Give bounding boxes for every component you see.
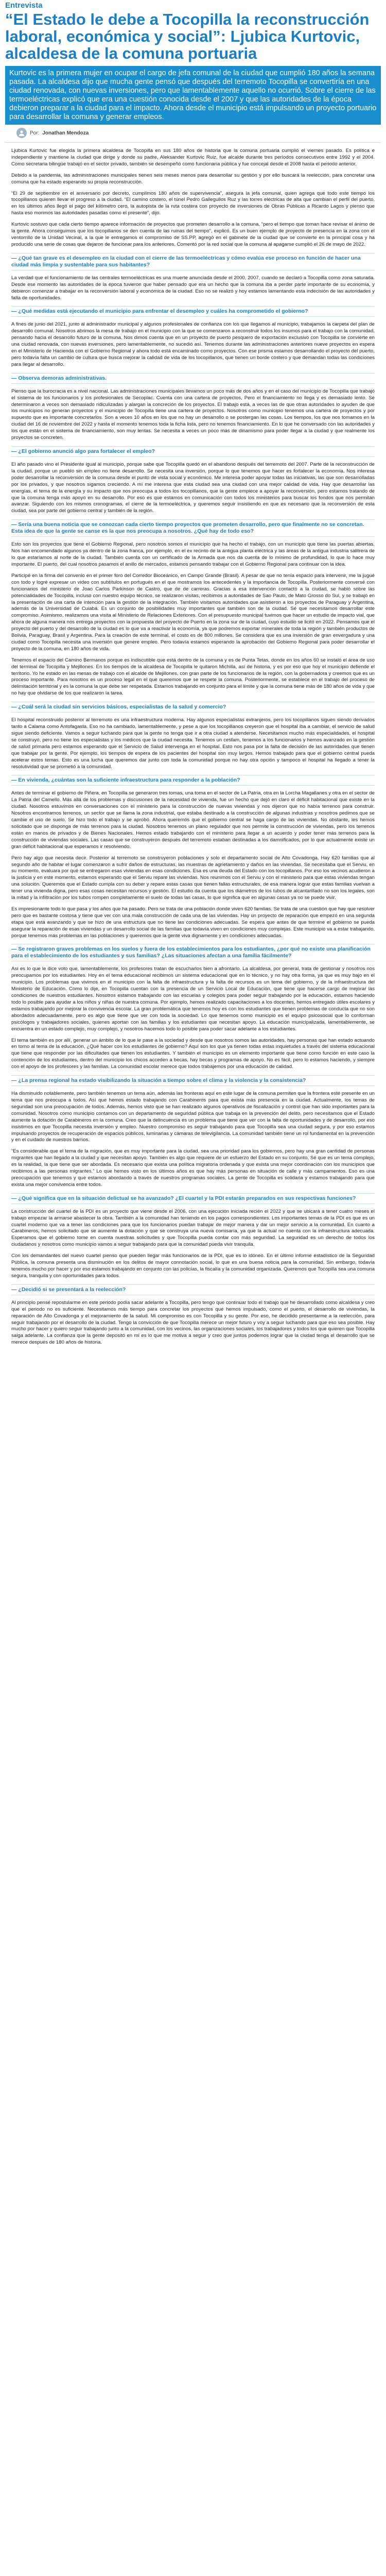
interview-question: — ¿Decidió si se presentará a la reelección? bbox=[11, 1284, 375, 1295]
interview-question: — ¿Qué significa que en la situación delictual se ha avanzado? ¿El cuartel y la PDI estarán preparados en sus respectivas funciones? bbox=[11, 1193, 375, 1204]
byline-prefix: Por: bbox=[30, 130, 40, 136]
body-paragraph: Antes de terminar el gobierno de Piñera, en Tocopilla se generaron tres tomas, una toma en el sector de La Patria, otra en la Lorcha Magallanes y otra en el sector de La Patria del Camello. Más allá de los problemas y discusiones de la necesidad de vivienda, fue un hecho que dejó en claro el déficit habitacional que existe en la ciudad. Nosotros estuvimos en conversaciones con el ministerio para la construcción de nuevas viviendas y nos dijeron que no había terrenos para construir. Nosotros encontramos terrenos, un sector que se llama la zona industrial, que estaba destinado a la construcción de algunas industrias y nosotros pedimos que se cambie el uso de suelo. Se hizo todo el trabajo y se aprobó. Ahora queremos que el gobierno central se haga cargo de las viviendas. No obstante, les hemos solicitado que se disponga de más terrenos para la ciudad. Nosotros tenemos un plano regulador que nos permite la construcción de viviendas, pero los terrenos están en manos de privados y de Bienes Nacionales. Hemos estado trabajando con el ministerio para llegar a un acuerdo y poder tener más terrenos para la construcción de viviendas sociales. Las casas que se construyeron después del terremoto estaban destinadas a los damnificados, por lo que actualmente existe un gran déficit habitacional que esperamos ir resolviendo. bbox=[11, 790, 375, 850]
byline-author[interactable]: Jonathan Mendoza bbox=[42, 130, 89, 136]
user-icon bbox=[18, 129, 25, 137]
interview-question: — ¿La prensa regional ha estado visibilizando la situación a tiempo sobre el clima y la violencia y la consistencia? bbox=[11, 1075, 375, 1086]
byline bbox=[16, 128, 381, 138]
body-paragraph: Esto son los proyectos que tiene el Gobierno Regional, pero nosotros somos el municipio que ha hecho el trabajo, con un municipio que tiene las puertas abiertas. Nos han encomendado algunos ya dentro de la zona franca, por ejemplo, en el ex recinto de la antigua planta eléctrica y las áreas de la antigua industria salitrera de lo que estaríamos al norte de la ciudad. También cuenta con un certificado de la Armada que nos da cuenta de lo mínimo de profundidad, lo que lo hace muy importante. El puerto, del cual nosotros pasamos el anillo de mercados, estamos pensando trabajar con el Gobierno Regional para continuar con la idea. bbox=[11, 541, 375, 567]
body-paragraph: Pero hay algo que necesita decir. Posterior al terremoto se construyeron poblaciones y solo el departamento social de Alto Covadonga. Hay 620 familias que al segundo año de habitar el lugar comenzaron a sufrir daños de estructuras, las muestras de agrietamiento y daños en las viviendas. Se necesitaba que el Serviu, en su momento, evaluara por qué se entregaron esas viviendas en esas condiciones. Esa es una deuda del Estado con los tocopillanos. Por eso los vecinos acudieron a la justicia y en este momento, estamos esperando que el Serviu repare las viviendas. Nos reunimos con el Serviu y con el ministerio para que estas viviendas tengan una solución. Queremos que el Estado cumpla con su deber y repare estas casas que tienen fallas estructurales, de esa manera lograr que estas familias vuelvan a tener una vivienda digna, pero esas cosas necesitan recursos y gestión. El estudio da cuenta que los diámetros de los tubos de alcantarillado no son los legales, son la mitad y la infiltración por los tubos rompen completamente el suelo de todas las casas, lo que significa que en algunas casas ya no se puede vivir. bbox=[11, 855, 375, 901]
body-paragraph: Ha disminuido notablemente, pero también tenemos un tema aún, además las fronteras aquí en este lugar de la comuna permiten que la frontera esté presente en un tema que nos preocupa a todos. Así que hemos estado trabajando con Carabineros para que exista más presencia en la ciudad. Actualmente, los temas de seguridad son una preocupación de todos. Además, hemos visto que se han realizado algunos operativos de fiscalización y control que han sido importantes para la comunidad. Nosotros como municipio contamos con un departamento de seguridad pública que trabaja en la prevención del delito, pero necesitamos que el Estado aumente la dotación de Carabineros en la comuna. Creo que la delincuencia es un problema que tiene que ver con la falta de oportunidades y de desarrollo, por eso insistimos en que Tocopilla necesita inversión y empleo. Nuestro compromiso es seguir trabajando para que Tocopilla sea una ciudad segura, y por eso estamos impulsando proyectos de recuperación de espacios públicos, luminarias y cámaras de televigilancia. La comunidad también tiene un rol fundamental en la prevención y en el cuidado de nuestros barrios. bbox=[11, 1091, 375, 1143]
body-paragraph: Debido a la pandemia, las administraciones municipales tienen seis meses menos para desarrollar su gestión y por ello buscará la reelección, para concretar una comuna que ha estado esperando su propia reconstrucción. bbox=[11, 172, 375, 185]
interview-question: — ¿Qué tan grave es el desempleo en la ciudad con el cierre de las termoeléctricas y cómo evalúa ese proceso en función de hacer una ciudad más limpia y sustentable para sus habitantes? bbox=[11, 253, 375, 270]
body-paragraph: “Es considerable que el tema de la migración, que es muy importante para la ciudad, sea una prioridad para los gobiernos, pero hay una gran cantidad de personas migrantes que han llegado a la ciudad y que necesitan apoyo. También es algo que requiere de un esfuerzo del Estado en su conjunto. Sé que es un tema complejo, es la realidad, la que tiene que ser abordada. Es necesario que exista una política migratoria ordenada y que exista una mejor coordinación con los municipios que recibimos a las personas migrantes.” Lo que hemos visto en los últimos años es que hay más personas en situación de calle y más campamentos. Eso es una preocupación que tenemos y que estamos abordando a través de nuestros programas sociales. La gente de Tocopilla es solidaria y estamos trabajando para que exista una mejor convivencia entre todos. bbox=[11, 1148, 375, 1188]
body-paragraph: Con los demandantes del nuevo cuartel pienso que pueden llegar más funcionarios de la PDI, que es lo idóneo. En el último informe estadístico de la Seguridad Pública, la comuna presenta una disminución en los delitos de mayor connotación social, lo que es una buena noticia para la comunidad. Sin embargo, todavía tenemos mucho por hacer y por eso estamos trabajando en conjunto con las policías, la fiscalía y la comunidad organizada. Queremos que Tocopilla sea una comuna segura, tranquila y con oportunidades para todos. bbox=[11, 1253, 375, 1279]
author-avatar bbox=[16, 128, 27, 138]
body-paragraph: El año pasado vino el Presidente igual al municipio, porque sabe que Tocopilla quedó en el abandono después del terremoto del 2007. Parte de la reconstrucción de la ciudad, porque un pueblo sin empleo no tiene desarrollo. Se necesita una inversión, porque lo que tenemos que hacer es fortalecer la economía. Nos interesa poder desarrollar la reconversión de la comuna desde el punto de vista social y económico. Me interesa poder apoyar todas las iniciativas, las que son desarrolladas por los privados, y que nosotros sigamos creciendo. A mí me interesa que esta ciudad sea una ciudad con una mejor calidad de vida. Hay que desarrollar las energías, el tema de la energía y su impacto que nos preocupa a todos los tocopillanos, que la gente empiece a apoyar la reconversión, pero estamos tratando de que la comuna tenga más apoyo en su desarrollo. Por eso es que estamos en comunicación con todos los ministerios para buscar los fondos que nos permitan avanzar. Siguiendo con los mismos cronogramas, el cierre de la termoeléctrica, y queremos seguir insistiendo en que es necesario que la reconversión de esta ciudad, sea por parte del gobierno central y también de la región. bbox=[11, 462, 375, 514]
interview-question: — En vivienda, ¿cuántas son la suficiente infraestructura para responder a la población? bbox=[11, 775, 375, 786]
body-paragraph: A fines de junio del 2021, junto al administrador municipal y algunos profesionales de confianza con los que llegamos al municipio, trabajamos la carpeta del plan de desarrollo comunal. Nosotros abrimos la mesa de trabajo en el municipio con la que se comenzaron a reconstruir todos los insumos para el trabajo con la comunidad, pensando hacia el desarrollo futuro de la comuna. Nos dimos cuenta que en un proyecto de puerto pesquero de exportación exclusivo con Tocopilla se convierte en una ciudad renovada, con nuevas inversiones, pero lamentablemente, no sucedió así. Tenemos durante las administraciones anteriores nueve proyectos en espera en el Ministerio de Hacienda con el Gobierno Regional y ahora todo está encaminado como proyectos. Con ese prisma estamos desarrollando el proyecto del puerto, pero todavía falta un cambio de cultura que busca mejorar la calidad de vida de los tocopillanos, que tienen un borde costero y que demandan todas las condiciones para llegar al desarrollo. bbox=[11, 321, 375, 367]
body-paragraph: Así es lo que le dice voto que, lamentablemente, los profesores tratan de escucharlos bien a afrontarlo. La alcaldesa, por general, trata de gestionar y nosotros nos preocupamos por los estudiantes. Hoy en el tema educacional recibimos un sistema educacional que en lo técnico, y no hay otra forma, ya que es muy bajo en el municipio. Los problemas que vivimos en el municipio con la falta de infraestructura y la falta de recursos es un tema del gobierno, y de la infraestructura del Ministerio de Educación. Como lo dije, en Tocopilla cuentan con la presencia de un Servicio Local de Educación, que tiene que hacerse cargo de mejorar las condiciones de nuestros estudiantes. Nosotros estamos trabajando con las escuelas y colegios para poder seguir trabajando por la educación, estamos haciendo todo lo posible para ayudar a los niños y niñas de nuestra comuna. Por ejemplo, hemos realizado capacitaciones a los docentes, hemos entregado útiles escolares y estamos trabajando por mejorar la convivencia escolar. La gran problemática que tenemos hoy es con los estudiantes que tienen problemas de conducta que no son abordados adecuadamente, pero es algo que tiene que ver con toda la sociedad. Lo que tenemos como municipio es el equipo psicosocial que lo conforman psicólogos y trabajadores sociales, quienes aportan con las familias y los estudiantes que necesitan apoyo. La educación municipalizada, lamentablemente, se encuentra en un estado complejo, muy complejo, y nosotros hacemos todo lo posible para poder sacar adelante a los estudiantes. bbox=[11, 966, 375, 1032]
interview-question: — Sería una buena noticia que se conozcan cada cierto tiempo proyectos que prometen desarrollo, pero que finalmente no se concretan. Esta idea de que la gente se canse es la que nos preocupa a nosotros. ¿Qué hay de todo eso? bbox=[11, 519, 375, 537]
interview-question: — ¿Qué medidas está ejecutando el municipio para enfrentar el desempleo y cuáles ha comprometido el gobierno? bbox=[11, 306, 375, 317]
interview-question: — ¿El gobierno anunció algo para fortalecer el empleo? bbox=[11, 446, 375, 457]
interview-question: — Se registraron graves problemas en los suelos y fuera de los establecimientos para los estudiantes, ¿por qué no existe una planificación para el establecimiento de los estudiantes y sus familias? ¿Las situaciones afectan a una familia fácilmente? bbox=[11, 944, 375, 961]
body-paragraph: Kurtovic sostuvo que cada cierto tiempo aparece información de proyectos que prometen desarrollo a la comuna, “pero el tiempo que toman hace revisar el ánimo de la gente. Ahora conseguimos que los tocopillanos se den cuenta de las ruinas del tiempo”, explicó. Es un buen ejemplo de proyecto de presencia en la zona con el ventorrillo de la Unidad Vecinal, a la que le entregamos el compromiso de SS.PP, agregó en el gabinete de la ciudad que se convierte en la principal cosa y ha producido una serie de cosas que dejaron de funcionar para los anteriores. Comentó por la red social que la comuna al apagarse cumplió el 26 de mayo de 2022. bbox=[11, 222, 375, 247]
body-paragraph: La construcción del cuartel de la PDI es un proyecto que viene desde el 2006, con una ejecución iniciada recién el 2022 y que se ubicará a tener cuatro meses el trabajo empezar la armarse abastecer la obra. También a la comunidad han teniendo en los pagos correspondientes. Los importantes temas de la PDI es que es un cuartel moderno que va a tener las condiciones para que los funcionarios puedan trabajar de mejor manera y dar un mejor servicio a la comunidad. En cuanto a Carabineros, hemos solicitado que se aumente la dotación y que se construya una nueva comisaría, ya que la actual no cuenta con la infraestructura adecuada. Esperamos que el gobierno tome en cuenta nuestras solicitudes y que Tocopilla pueda contar con más seguridad. La seguridad es un derecho de todos los ciudadanos y nosotros como municipio vamos a seguir trabajando para que la comunidad pueda vivir tranquila. bbox=[11, 1208, 375, 1248]
interview-question: — ¿Cuál será la ciudad sin servicios básicos, especialistas de la salud y comercio? bbox=[11, 702, 375, 713]
page-bottom-spacer bbox=[5, 1351, 381, 1371]
divider bbox=[5, 142, 381, 143]
body-paragraph: Tenemos el espacio del Camino Bermanos porque es indiscutible que está dentro de la comuna y es de Punta Tetas, donde en los años 60 se instaló el área de uso del terminal de Tocopilla y Mejillones. En los tiempos de la alcaldesa de Tocopilla le quitaron Michilla, así de historia, y es por eso que hoy el municipio defiende el territorio. Yo he estado en las mesas de trabajo con el alcalde de Mejillones, con gran parte de los funcionarios de la región, con la gobernadora y creemos que es un proceso importante. Para nosotros es un proceso legal en el que queremos que se respete la comuna. Posteriormente, se establece en el trabajo del proceso de delimitación territorial y es la comuna la que debe ser respetada. Estamos trabajando en conjunto para el límite y que la comuna tiene más de 180 años de vida y que no hay que olvidarse de los que realizaron la tarea. bbox=[11, 657, 375, 697]
body-paragraph: El hospital reconstruido posterior al terremoto es una infraestructura moderna. Hay algunos especialistas extranjeros, pero los tocopillanos siguen siendo derivados tanto a Calama como Antofagasta. Eso no ha cambiado, lamentablemente, y pese a que los tocopillanos creyeron que el hospital iba a cambiar, el servicio de salud sigue siendo deficiente. Vamos a seguir luchando para que la gente no tenga que ir a otra ciudad a atenderse. Necesitamos mucho más especialidades, el hospital se construyó, pero no tiene los especialistas y los médicos que la ciudad necesita. Tenemos un cesfam, tenemos a los funcionarios y hemos avanzado en la gestión de salud primaria pero estamos esperando que el Servicio de Salud intervenga en el hospital. Esto nos pasa por la falta de decisión de las autoridades que tienen que trabajar por la gente. Por ejemplo, los tiempos de espera de los pacientes del hospital son muy largos. Hemos trabajado para que el gobierno central pueda acelerar estos temas. Esto es una lucha que queremos dar junto con toda la comunidad porque no hay otra opción y tampoco el hospital ha llegado a tener la resolutividad que se prometió a la comunidad. bbox=[11, 717, 375, 770]
interview-question: — Observa demoras administrativas. bbox=[11, 373, 375, 384]
body-paragraph: “El 29 de septiembre en el aniversario por decreto, cumplimos 180 años de supervivencia”, asegura la jefa comunal, quien agrega que todo este tiempo los tocopillanos quieren llevar el progreso a la ciudad. “El camino costero, el túnel Pedro Gallegullos Ruz y las torres eléctricas de alta que cambian el perfil del puerto, en los últimos años llegó el pago del kilómetro cero, la autopista de la ruta costera con proyecto de inversiones de Obras Públicas a Ricardo Lagos y pienso que hasta eso morimos las autoridades pasadas como el presente”, dijo. bbox=[11, 190, 375, 216]
article-body bbox=[5, 148, 381, 1346]
body-paragraph: Participé en la firma del convenio en el primer foro del Corredor Bioceánico, en Campo Grande (Brasil). A pesar de que no tenía espacio para intervenir, me la jugué con todo y logré expresar un video con subtítulos en portugués en el que mostramos los antecedentes y la importancia de Tocopilla. Posteriormente conversé con funcionarios del ministerio de Joao Carlos Parkinson de Castro, que de de carreras. Gracias a esa intervención contactó a la ciudad, se habló sobre las potencialidades de Tocopilla, incluso con nuestro equipo técnico, se realizaron visitas, recibimos a autoridades de Sao Paulo, de Mato Grosso do Sul, y se trabajó en la presentación de una carta de intención para la gestión de la integración. También visitamos autoridades que asistieron a los proyectos de Paraguay y Argentina, además de la Universidad de Cuiabá. Es un conjunto de posibilidades muy importantes que también son de la ciudad. Sé que necesitamos desarrollar este compromiso. Asimismo, realizamos una visita al Ministerio de Relaciones Exteriores. Con el presupuesto municipal tuvimos que hacer un estudio de impacto vial, que ahora de alguna manera nos entrega proyectos con la propuesta del proyecto de Puerto en la zona sur de la ciudad, cuyo estudio se licitó en 2022. Pensamos que el proyecto del puerto y del desarrollo de la ciudad es lo que va a reactivar la economía, ya que podremos exportar minerales de toda la región y también productos de Bolivia, Paraguay, Brasil y Argentina. Para la creación de este terminal, el costo es de 800 millones. Se considera que es una inversión de gran envergadura y una ciudad como Tocopilla necesita una inversión que genere empleo. Pero todavía estamos esperando la aprobación del Gobierno Regional para poder desarrollar el proyecto de la comuna, en 180 años de vida. bbox=[11, 572, 375, 652]
section-kicker[interactable]: Entrevista bbox=[5, 1, 43, 10]
body-paragraph: Al principio pensé repostularme en este periodo podía sacar adelante a Tocopilla, pero tengo que continuar todo el trabajo que he desarrollado como alcaldesa y creo que el periodo no es suficiente. Necesitamos más tiempo para concretar los proyectos que hemos impulsado, como el puerto, el desarrollo de viviendas, la reparación de Alto Covadonga y el mejoramiento de la salud. Mi compromiso es con Tocopilla y su gente. Por eso, he decidido presentarme a la reelección, para seguir trabajando por el desarrollo de la ciudad. Tengo la convicción de que Tocopilla merece un mejor futuro y voy a seguir luchando para que eso sea posible. Hay mucho por hacer y quiero seguir trabajando junto a la comunidad, con los vecinos, las organizaciones sociales, los trabajadores y todos los que quieren que Tocopilla salga adelante. La confianza que la gente depositó en mí es lo que me motiva a seguir y creo que juntos podemos lograr que la ciudad tenga el desarrollo que se merece después de 180 años de historia. bbox=[11, 1299, 375, 1346]
body-paragraph: El tema también es por allí, generar un ámbito de lo que le pase a la sociedad y desde que nosotros somos las autoridades, hay personas que han estado actuando en torno al tema de la educación, ¿Qué hacer con los estudiantes de gobierno? Aquí son los que ya tienen todas estas inquietudes a través del sistema educacional que tiene que responder por las dificultades que tienen los estudiantes. Y también el municipio es un elemento importante que tiene como función en este caso la contención de los estudiantes, dentro del municipio los chicos acceden a becas, hay becas y programas de apoyo. No es fácil, pero lo estamos haciendo, y siempre con el apoyo de los profesores y las familias. La comunidad escolar merece que todos trabajemos por una educación de calidad. bbox=[11, 1037, 375, 1070]
body-paragraph: Es impresionante todo lo que pasa y los años que ha pasado. Pero se trata de una población donde viven 620 familias. Se trata de una cuestión que hay que resolver pero que es bastante costosa y tiene que ver con una mala construcción de cada una de las viviendas. Hay un proyecto de reparación que empezó en una segunda etapa que está avanzando y que se hizo de una estructura que no tiene las condiciones adecuadas. Se espera que antes de que termine el gobierno se pueda asegurar la reparación de esas viviendas y un desarrollo social de las familias que todavía viven en condiciones muy complejas. Este municipio va a estar trabajando, porque tenemos más problemas en las poblaciones y queremos que la gente viva dignamente y en condiciones adecuadas. bbox=[11, 906, 375, 939]
article-lead: Kurtovic es la primera mujer en ocupar el cargo de jefa comunal de la ciudad que cumplió 180 años la semana pasada. La alcaldesa dijo que mucha gente pensó que después del terremoto Tocopilla se convertiría en una ciudad renovada, con nuevas inversiones, pero que lamentablemente aquello no ocurrió. Sobre el cierre de las termoeléctricas explicó que era una cuestión conocida desde el 2007 y que las autoridades de la época debieron preparar a la ciudad para el impacto. Ahora desde el municipio está impulsando un proyecto portuario para desarrollar la comuna y generar empleos. bbox=[5, 66, 381, 125]
body-paragraph: Pienso que la burocracia es a nivel nacional. Las administraciones municipales llevamos un poco más de dos años y en el caso del municipio de Tocopilla que trabajó el sistema de los funcionarios y los profesionales de Secoplac. Cuenta con una cartera de proyectos, Pero el financiamiento no llega y es demasiado lento. Se determinaron a veces son demasiado ridiculizadas y alargan la concreción de los proyectos. El trabajo está, a veces las de que otras autoridades lo ayuden de que los municipios no generan proyectos y el municipio de Tocopilla tiene una cartera de proyectos. Nosotros como municipio tenemos una cartera de proyectos y por supuesto que es importante concretarlos. Son a veces 10 años en los que no hay un desarrollo o se postergan las cosas. Los tiempos, los que nos tomamos en la ciudad del 16 de noviembre del 2022 y hasta el momento tenemos toda la ficha lista, pero no tenemos financiamiento. En lo que he conversado con las autoridades y los que están en el sistema de financiamiento, son muy lentas. Se necesita a veces un poco más de dinamismo para poder llegar a la ciudad y que realmente los proyectos se concreten. bbox=[11, 388, 375, 441]
article-title: “El Estado le debe a Tocopilla la reconstrucción laboral, económica y social”: Ljubica Kurtovic, alcaldesa de la comuna portuaria bbox=[5, 10, 370, 62]
body-paragraph: Ljubica Kurtovic fue elegida la primera alcaldesa de Tocopilla en sus 180 años de historia que la comuna portuaria cumplió el viernes pasado. Es política e independiente y mantiene la ciudad que dirige y donde su padre, Aleksander Kurtovic Ruiz, fue alcalde durante tres períodos consecutivos entre 1992 y el 2004. Como secretaria bilingüe trabajó en el sector privado, también se desempeñó como funcionaria pública y fue concejal desde el 2008 hasta el periodo anterior. bbox=[11, 148, 375, 167]
body-paragraph: La verdad que el funcionamiento de las centrales termoeléctricas es una muerte anunciada desde el 2000, 2007, cuando se declaró a Tocopilla como zona saturada. Desde ese momento las autoridades de la época tuvieron que haber pensado que era un hecho que la comuna iba a perder parte importante de su economía, y debieron comenzar a trabajar en la reconversión laboral y económica de la ciudad. Eso no se realizó y hoy estamos lamentando esta indecisión de las autoridades y falta de oportunidades. bbox=[11, 275, 375, 301]
